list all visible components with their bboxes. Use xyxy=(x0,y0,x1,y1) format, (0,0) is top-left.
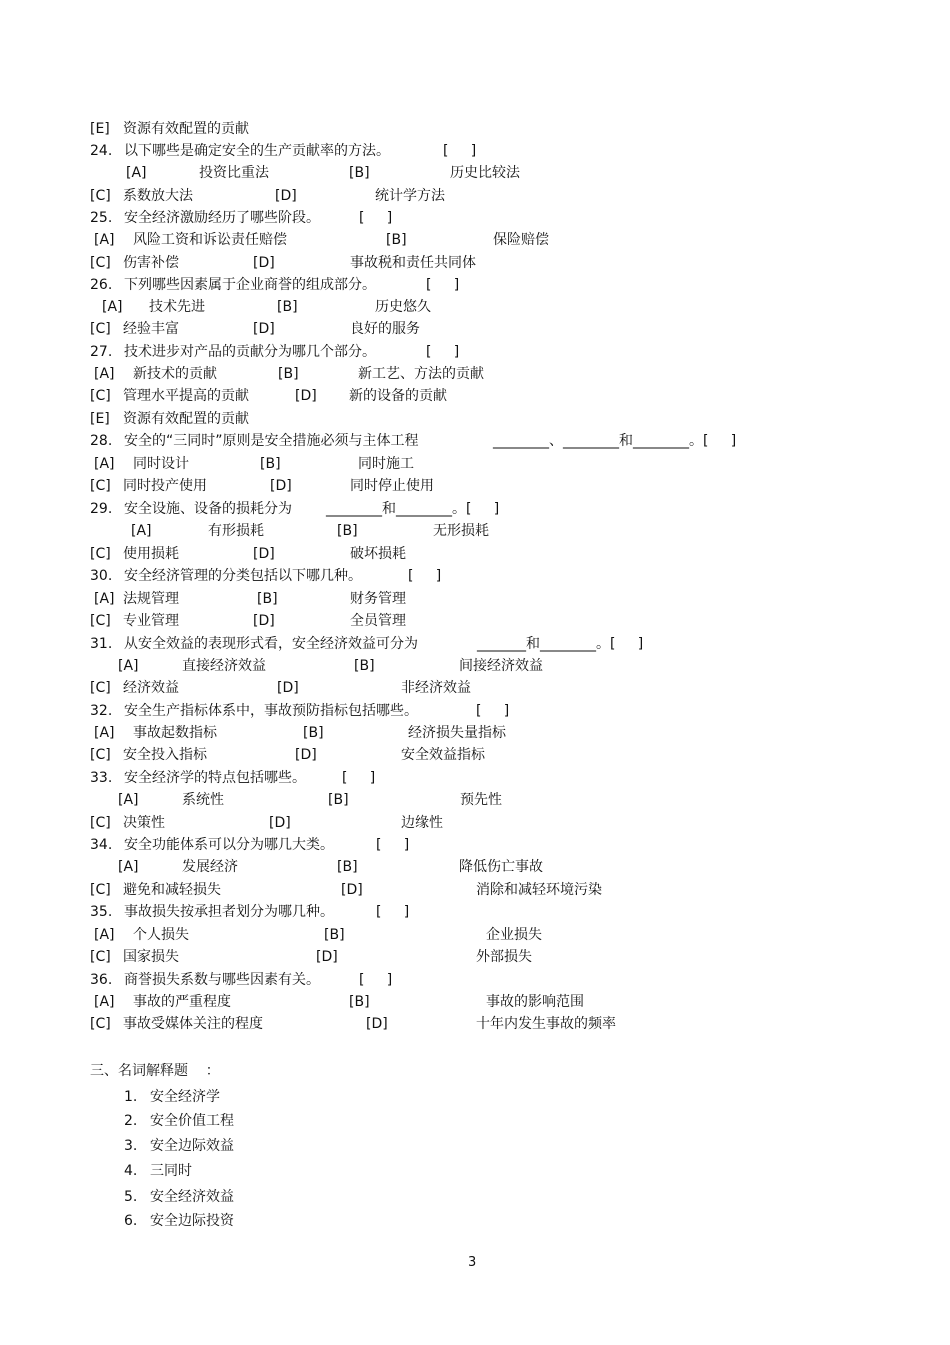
text-segment: 35. xyxy=(90,904,113,920)
text-segment: 34. xyxy=(90,837,113,853)
text-segment: [B] xyxy=(337,859,358,875)
text-segment: [D] xyxy=(275,188,297,204)
text-segment: [C] xyxy=(90,680,111,696)
text-segment: 新的设备的贡献 xyxy=(349,388,447,404)
text-segment: 外部损失 xyxy=(476,949,532,965)
text-segment: 新工艺、方法的贡献 xyxy=(358,366,484,382)
text-segment: [C] xyxy=(90,613,111,629)
text-segment: [B] xyxy=(303,725,324,741)
text-segment: [C] xyxy=(90,388,111,404)
text-segment: [A] xyxy=(102,299,123,315)
text-segment: 伤害补偿 xyxy=(123,255,179,271)
text-segment: 从安全效益的表现形式看，安全经济效益可分为 xyxy=(124,636,418,652)
text-segment: 间接经济效益 xyxy=(459,658,543,674)
text-segment: 保险赔偿 xyxy=(493,232,549,248)
text-segment: [B] xyxy=(354,658,375,674)
text-segment: 33. xyxy=(90,770,113,786)
text-segment: 系统性 xyxy=(182,792,224,808)
text-segment: 非经济效益 xyxy=(401,680,471,696)
text-segment: [D] xyxy=(253,321,275,337)
text-segment: [D] xyxy=(316,949,338,965)
term-number: 3. xyxy=(124,1138,138,1154)
text-segment: [A] xyxy=(118,792,139,808)
text-segment: [A] xyxy=(94,456,115,472)
text-segment: 个人损失 xyxy=(133,927,189,943)
text-segment: [E] xyxy=(90,411,110,427)
text-segment: [B] xyxy=(277,299,298,315)
text-segment: 27. xyxy=(90,344,113,360)
page-number: 3 xyxy=(468,1255,477,1270)
text-segment: [D] xyxy=(341,882,363,898)
text-segment: [C] xyxy=(90,321,111,337)
text-segment: 十年内发生事故的频率 xyxy=(476,1016,616,1032)
text-segment: 事故受媒体关注的程度 xyxy=(123,1016,263,1032)
text-segment: [D] xyxy=(270,478,292,494)
text-segment: 国家损失 xyxy=(123,949,179,965)
text-segment: [ ] xyxy=(476,703,510,719)
text-segment: 25. xyxy=(90,210,113,226)
text-segment: [B] xyxy=(278,366,299,382)
text-segment: 事故起数指标 xyxy=(133,725,217,741)
text-segment: 消除和减轻环境污染 xyxy=(476,882,602,898)
text-segment: [A] xyxy=(94,232,115,248)
text-segment: 事故的影响范围 xyxy=(486,994,584,1010)
text-segment: [C] xyxy=(90,949,111,965)
text-segment: 统计学方法 xyxy=(375,188,445,204)
text-segment: [B] xyxy=(386,232,407,248)
text-segment: [B] xyxy=(324,927,345,943)
text-segment: 管理水平提高的贡献 xyxy=(123,388,249,404)
text-segment: 决策性 xyxy=(123,815,165,831)
text-segment: 28. xyxy=(90,433,113,449)
text-segment: 以下哪些是确定安全的生产贡献率的方法。 xyxy=(124,143,390,159)
text-segment: 法规管理 xyxy=(123,591,179,607)
text-segment: [ ] xyxy=(426,344,460,360)
text-segment: 安全的“三同时”原则是安全措施必须与主体工程 xyxy=(124,433,419,449)
text-segment: 32. xyxy=(90,703,113,719)
text-segment: [B] xyxy=(337,523,358,539)
text-segment: 技术先进 xyxy=(149,299,205,315)
text-segment: 风险工资和诉讼责任赔偿 xyxy=(133,232,287,248)
text-segment: [ ] xyxy=(443,143,477,159)
text-segment: [A] xyxy=(126,165,147,181)
text-segment: 企业损失 xyxy=(486,927,542,943)
text-segment: 同时施工 xyxy=(358,456,414,472)
text-segment: 事故的严重程度 xyxy=(133,994,231,1010)
text-segment: [D] xyxy=(253,546,275,562)
text-segment: 无形损耗 xyxy=(433,523,489,539)
text-segment: [E] xyxy=(90,121,110,137)
text-segment: 安全效益指标 xyxy=(401,747,485,763)
text-segment: 商誉损失系数与哪些因素有关。 xyxy=(124,972,320,988)
text-segment: 同时投产使用 xyxy=(123,478,207,494)
term-number: 5. xyxy=(124,1189,138,1205)
text-segment: 同时停止使用 xyxy=(350,478,434,494)
term-number: 6. xyxy=(124,1213,138,1229)
text-segment: 降低伤亡事故 xyxy=(459,859,543,875)
text-segment: [A] xyxy=(94,591,115,607)
text-segment: 财务管理 xyxy=(350,591,406,607)
text-segment: 事故损失按承担者划分为哪几种。 xyxy=(124,904,334,920)
text-segment: 全员管理 xyxy=(350,613,406,629)
text-segment: 技术进步对产品的贡献分为哪几个部分。 xyxy=(124,344,376,360)
text-segment: 预先性 xyxy=(460,792,502,808)
text-segment: [B] xyxy=(257,591,278,607)
text-segment: 资源有效配置的贡献 xyxy=(123,121,249,137)
text-segment: [ ] xyxy=(359,972,393,988)
text-segment: 36. xyxy=(90,972,113,988)
text-segment: [A] xyxy=(118,658,139,674)
text-segment: [B] xyxy=(328,792,349,808)
text-segment: [C] xyxy=(90,882,111,898)
text-segment: 良好的服务 xyxy=(350,321,420,337)
text-segment: 经验丰富 xyxy=(123,321,179,337)
text-segment: 经济效益 xyxy=(123,680,179,696)
text-segment: 26. xyxy=(90,277,113,293)
term-text: 安全经济学 xyxy=(150,1089,220,1105)
text-segment: 安全投入指标 xyxy=(123,747,207,763)
text-segment: 下列哪些因素属于企业商誉的组成部分。 xyxy=(124,277,376,293)
text-segment: 同时设计 xyxy=(133,456,189,472)
text-segment: 发展经济 xyxy=(182,859,238,875)
term-number: 1. xyxy=(124,1089,138,1105)
text-segment: [C] xyxy=(90,747,111,763)
text-segment: 直接经济效益 xyxy=(182,658,266,674)
text-segment: _______和________。[ ] xyxy=(477,636,644,652)
text-segment: 专业管理 xyxy=(123,613,179,629)
term-text: 安全边际投资 xyxy=(150,1213,234,1229)
text-segment: 历史悠久 xyxy=(375,299,431,315)
term-text: 安全经济效益 xyxy=(150,1189,234,1205)
text-segment: 30. xyxy=(90,568,113,584)
text-segment: [A] xyxy=(94,927,115,943)
text-segment: 29. xyxy=(90,501,113,517)
text-segment: [D] xyxy=(277,680,299,696)
text-segment: 使用损耗 xyxy=(123,546,179,562)
text-segment: [B] xyxy=(260,456,281,472)
text-segment: [C] xyxy=(90,478,111,494)
text-segment: 系数放大法 xyxy=(123,188,193,204)
term-number: 2. xyxy=(124,1113,138,1129)
text-segment: [ ] xyxy=(359,210,393,226)
text-segment: [C] xyxy=(90,255,111,271)
text-segment: 资源有效配置的贡献 xyxy=(123,411,249,427)
term-number: 4. xyxy=(124,1163,138,1179)
text-segment: [A] xyxy=(94,725,115,741)
text-segment: [D] xyxy=(366,1016,388,1032)
text-segment: 安全生产指标体系中，事故预防指标包括哪些。 xyxy=(124,703,418,719)
term-text: 安全价值工程 xyxy=(150,1113,234,1129)
text-segment: [ ] xyxy=(376,904,410,920)
text-segment: [A] xyxy=(131,523,152,539)
text-segment: [C] xyxy=(90,815,111,831)
text-segment: 安全经济学的特点包括哪些。 xyxy=(124,770,306,786)
text-segment: [D] xyxy=(295,388,317,404)
text-segment: 新技术的贡献 xyxy=(133,366,217,382)
text-segment: 破坏损耗 xyxy=(350,546,406,562)
text-segment: 有形损耗 xyxy=(208,523,264,539)
text-segment: [A] xyxy=(94,994,115,1010)
text-segment: [ ] xyxy=(342,770,376,786)
term-text: 三同时 xyxy=(150,1163,192,1179)
text-segment: 31. xyxy=(90,636,113,652)
section-title: 三、名词解释题 ： xyxy=(90,1063,220,1079)
text-segment: [ ] xyxy=(408,568,442,584)
text-segment: 安全设施、设备的损耗分为 xyxy=(124,501,292,517)
text-segment: [ ] xyxy=(376,837,410,853)
text-segment: 避免和减轻损失 xyxy=(123,882,221,898)
text-segment: 安全经济激励经历了哪些阶段。 xyxy=(124,210,320,226)
text-segment: 24. xyxy=(90,143,113,159)
text-segment: [B] xyxy=(349,994,370,1010)
text-segment: 投资比重法 xyxy=(199,165,269,181)
text-segment: [D] xyxy=(295,747,317,763)
text-segment: 历史比较法 xyxy=(450,165,520,181)
text-segment: [D] xyxy=(253,255,275,271)
text-segment: [B] xyxy=(349,165,370,181)
text-segment: [C] xyxy=(90,1016,111,1032)
text-segment: 安全经济管理的分类包括以下哪几种。 xyxy=(124,568,362,584)
text-segment: [C] xyxy=(90,188,111,204)
text-segment: [A] xyxy=(94,366,115,382)
text-segment: 经济损失量指标 xyxy=(408,725,506,741)
text-segment: ________和________。[ ] xyxy=(326,501,500,517)
text-segment: 事故税和责任共同体 xyxy=(350,255,476,271)
text-segment: [C] xyxy=(90,546,111,562)
text-segment: [D] xyxy=(269,815,291,831)
text-segment: ________、________和________。[ ] xyxy=(493,433,737,449)
term-text: 安全边际效益 xyxy=(150,1138,234,1154)
text-segment: [D] xyxy=(253,613,275,629)
text-segment: [ ] xyxy=(426,277,460,293)
text-segment: 安全功能体系可以分为哪几大类。 xyxy=(124,837,334,853)
text-segment: [A] xyxy=(118,859,139,875)
text-segment: 边缘性 xyxy=(401,815,443,831)
